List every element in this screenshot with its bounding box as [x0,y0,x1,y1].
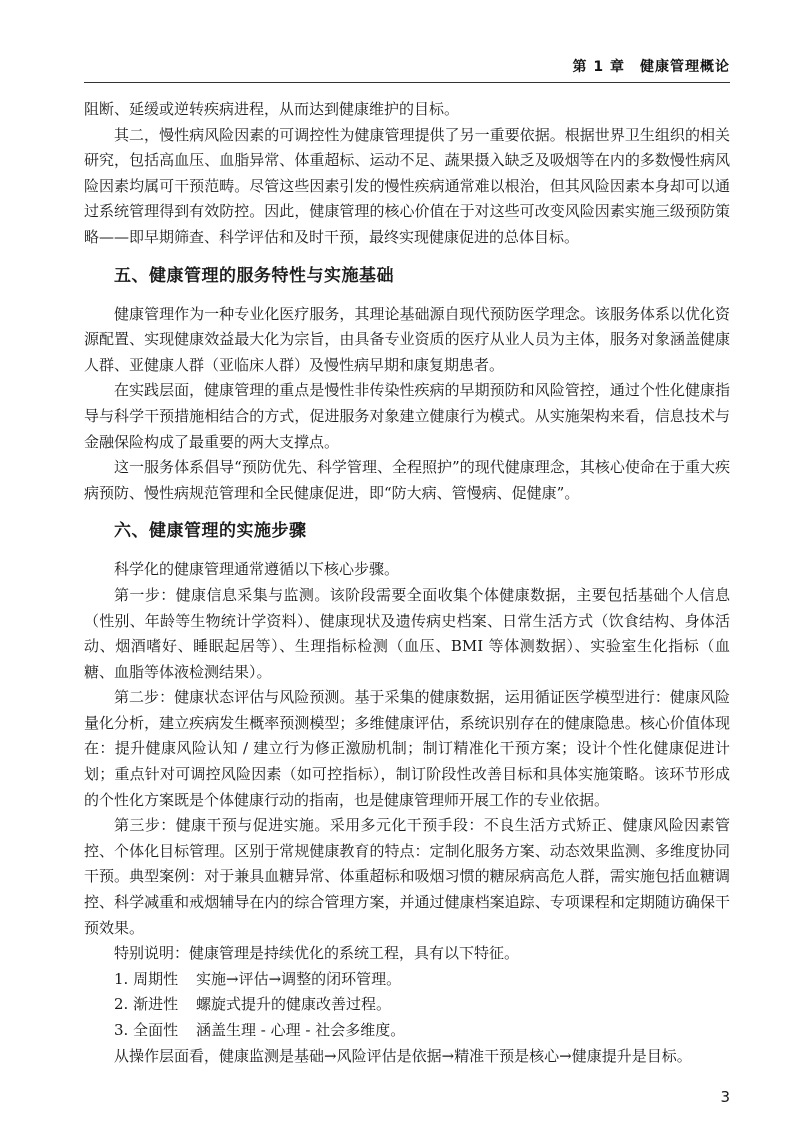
paragraph: 第三步：健康干预与促进实施。采用多元化干预手段：不良生活方式矫正、健康风险因素管控、个体化目标管理。区别于常规健康教育的特点：定制化服务方案、动态效果监测、多维度协同干预。典型案例：对于兼具血糖异常、体重超标和吸烟习惯的糖尿病高危人群，需实施包括血糖调控、科学减重和戒烟辅导在内的综合管理方案，并通过健康档案追踪、专项课程和定期随访确保干预效果。 [84,816,730,937]
list-item [84,1018,730,1044]
page-number: 3 [720,1088,730,1106]
chapter-title: 第 1 章 健康管理概论 [572,59,730,75]
paragraph: 第一步：健康信息采集与监测。该阶段需要全面收集个体健康数据，主要包括基础个人信息（性别、年龄等生物统计学资料）、健康现状及遗传病史档案、日常生活方式（饮食结构、身体活动、烟酒嗜好、睡眠起居等）、生理指标检测（血压、BMI 等体测数据）、实验室生化指标（血糖、血脂等体液检测结果）。 [84,585,730,681]
feature-text: 实施→评估→调整的闭环管理。 [196,969,402,988]
paragraph: 科学化的健康管理通常遵循以下核心步骤。 [114,560,400,579]
section-heading: 六、健康管理的实施步骤 [114,521,307,542]
paragraph: 特别说明：健康管理是持续优化的系统工程，具有以下特征。 [114,944,520,963]
running-header [84,52,730,83]
section-heading: 五、健康管理的服务特性与实施基础 [114,265,394,286]
list-item [84,992,730,1018]
feature-label: 2. 渐进性 [114,995,179,1014]
page-body [84,97,730,1069]
feature-text: 涵盖生理 - 心理 - 社会多维度。 [196,1021,406,1039]
paragraph: 在实践层面，健康管理的重点是慢性非传染性疾病的早期预防和风险管控，通过个性化健康指导与科学干预措施相结合的方式，促进服务对象建立健康行为模式。从实施架构来看，信息技术与金融保险构成了最重要的两大支撑点。 [84,381,730,451]
feature-label: 1. 周期性 [114,969,179,988]
paragraph: 第二步：健康状态评估与风险预测。基于采集的健康数据，运用循证医学模型进行：健康风险量化分析，建立疾病发生概率预测模型；多维健康评估，系统识别存在的健康隐患。核心价值体现在：提升健康风险认知 / 建立行为修正激励机制；制订精准化干预方案；设计个性化健康促进计划；重点针对可调控风险因素（如可控指标），制订阶段性改善目标和具体实施策略。该环节形成的个性化方案既是个体健康行动的指南，也是健康管理师开展工作的专业依据。 [84,688,730,809]
feature-text: 螺旋式提升的健康改善过程。 [196,995,392,1014]
paragraph: 从操作层面看，健康监测是基础→风险评估是依据→精准干预是核心→健康提升是目标。 [114,1046,692,1065]
feature-label: 3. 全面性 [114,1021,179,1039]
paragraph: 其二，慢性病风险因素的可调控性为健康管理提供了另一重要依据。根据世界卫生组织的相关研究，包括高血压、血脂异常、体重超标、运动不足、蔬果摄入缺乏及吸烟等在内的多数慢性病风险因素均属可干预范畴。尽管这些因素引发的慢性疾病通常难以根治，但其风险因素本身却可以通过系统管理得到有效防控。因此，健康管理的核心价值在于对这些可改变风险因素实施三级预防策略——即早期筛查、科学评估和及时干预，最终实现健康促进的总体目标。 [84,125,730,246]
paragraph: 阻断、延缓或逆转疾病进程，从而达到健康维护的目标。 [84,100,460,118]
paragraph: 这一服务体系倡导“预防优先、科学管理、全程照护”的现代健康理念，其核心使命在于重大疾病预防、慢性病规范管理和全民健康促进，即“防大病、管慢病、促健康”。 [84,458,730,502]
list-item [84,967,730,993]
paragraph: 健康管理作为一种专业化医疗服务，其理论基础源自现代预防医学理念。该服务体系以优化资源配置、实现健康效益最大化为宗旨，由具备专业资质的医疗从业人员为主体，服务对象涵盖健康人群、亚健康人群（亚临床人群）及慢性病早期和康复期患者。 [84,304,730,374]
